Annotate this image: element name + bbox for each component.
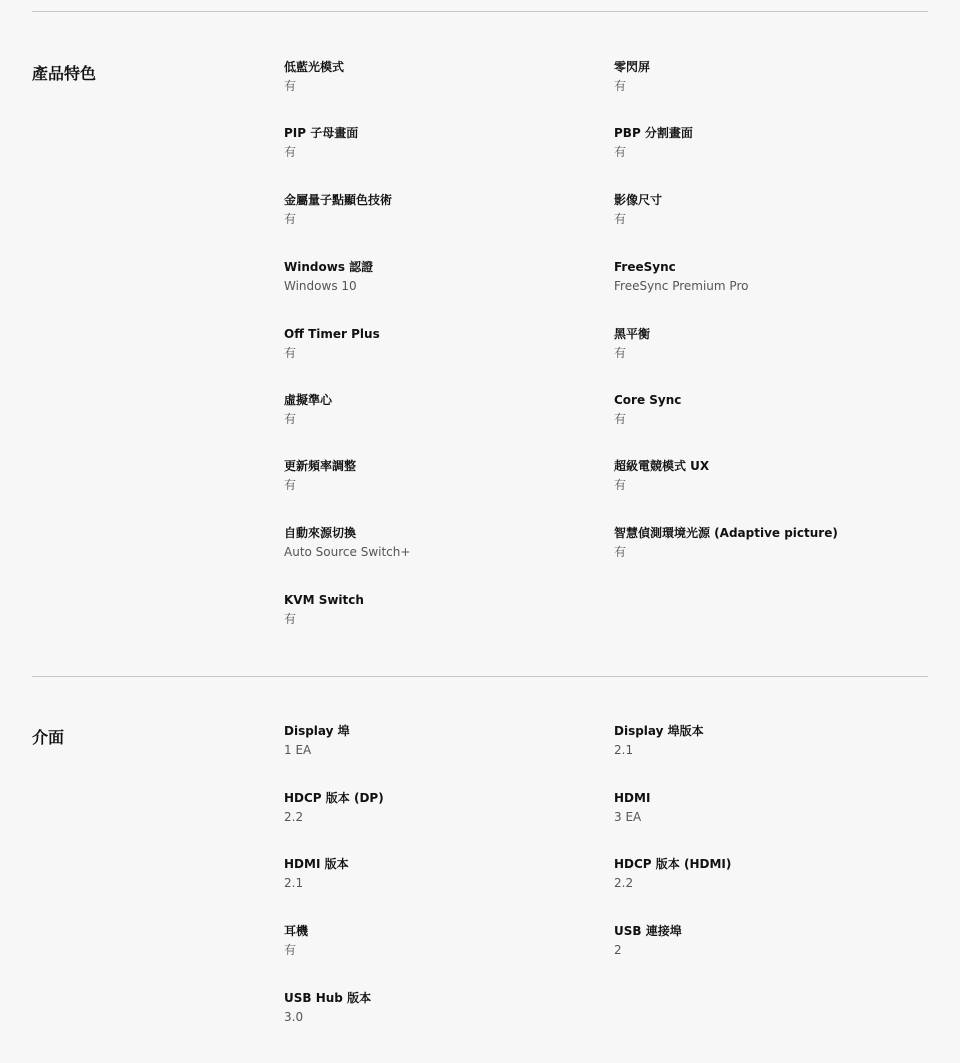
spec-value: 2.1 — [614, 743, 634, 757]
spec-label: 更新頻率調整 — [284, 459, 357, 473]
spec-item — [284, 856, 604, 892]
spec-label: HDMI — [614, 791, 651, 805]
spec-label: USB 連接埠 — [614, 924, 682, 938]
spec-label: 超級電競模式 UX — [614, 459, 710, 473]
spec-label: 自動來源切換 — [284, 526, 357, 540]
spec-label: HDCP 版本 (HDMI) — [614, 857, 732, 871]
spec-value: Auto Source Switch+ — [284, 545, 411, 559]
spec-label: Display 埠 — [284, 724, 350, 738]
spec-value: 有 — [284, 943, 297, 957]
spec-item — [284, 458, 604, 494]
section-title-interface: 介面 — [32, 728, 65, 747]
spec-value: 有 — [614, 346, 627, 360]
spec-label: PBP 分割畫面 — [614, 126, 693, 140]
spec-item — [614, 192, 934, 228]
spec-value: 有 — [614, 478, 627, 492]
spec-item — [284, 392, 604, 428]
spec-value: 有 — [284, 612, 297, 626]
spec-value: 有 — [284, 212, 297, 226]
spec-value: 2.1 — [284, 876, 304, 890]
section-divider — [32, 676, 928, 677]
spec-item — [284, 59, 604, 95]
spec-label: 智慧偵測環境光源 (Adaptive picture) — [614, 526, 838, 540]
spec-label: Off Timer Plus — [284, 327, 380, 341]
spec-item — [284, 990, 604, 1026]
spec-label: PIP 子母畫面 — [284, 126, 359, 140]
spec-item — [614, 458, 934, 494]
spec-label: Windows 認證 — [284, 260, 374, 274]
spec-label: USB Hub 版本 — [284, 991, 372, 1005]
spec-value: 有 — [614, 145, 627, 159]
spec-item — [614, 125, 934, 161]
spec-label: HDMI 版本 — [284, 857, 349, 871]
spec-item — [614, 923, 934, 959]
spec-item — [284, 923, 604, 959]
spec-value: FreeSync Premium Pro — [614, 279, 749, 293]
spec-value: 有 — [614, 79, 627, 93]
spec-label: 影像尺寸 — [614, 193, 663, 207]
spec-value: 1 EA — [284, 743, 312, 757]
spec-value: 2.2 — [284, 810, 304, 824]
spec-value: 3.0 — [284, 1010, 304, 1024]
spec-label: 虛擬準心 — [284, 393, 333, 407]
spec-item — [614, 59, 934, 95]
spec-label: KVM Switch — [284, 593, 364, 607]
section-title-features: 產品特色 — [32, 64, 97, 83]
spec-item — [284, 790, 604, 826]
spec-value: 有 — [614, 212, 627, 226]
spec-item — [614, 326, 934, 362]
spec-label: HDCP 版本 (DP) — [284, 791, 384, 805]
spec-value: 有 — [284, 412, 297, 426]
spec-item — [614, 525, 934, 561]
spec-value: 有 — [284, 346, 297, 360]
spec-label: FreeSync — [614, 260, 676, 274]
spec-label: 耳機 — [284, 924, 309, 938]
spec-item — [284, 192, 604, 228]
spec-value: 有 — [284, 79, 297, 93]
spec-label: 零閃屏 — [614, 60, 651, 74]
spec-value: 有 — [284, 478, 297, 492]
top-divider — [32, 11, 928, 12]
spec-item — [284, 259, 604, 295]
spec-value: 2.2 — [614, 876, 634, 890]
spec-label: 黑平衡 — [614, 327, 651, 341]
spec-value: 3 EA — [614, 810, 642, 824]
spec-label: 金屬量子點顯色技術 — [284, 193, 393, 207]
spec-item — [614, 259, 934, 295]
spec-value: 有 — [284, 145, 297, 159]
spec-item — [284, 125, 604, 161]
spec-value: 有 — [614, 545, 627, 559]
spec-item — [614, 856, 934, 892]
spec-item — [284, 592, 604, 628]
spec-label: 低藍光模式 — [284, 60, 345, 74]
spec-item — [614, 723, 934, 759]
spec-label: Display 埠版本 — [614, 724, 704, 738]
spec-item — [284, 723, 604, 759]
spec-value: Windows 10 — [284, 279, 357, 293]
spec-value: 2 — [614, 943, 622, 957]
spec-item — [614, 392, 934, 428]
spec-item — [284, 326, 604, 362]
spec-label: Core Sync — [614, 393, 682, 407]
spec-item — [614, 790, 934, 826]
spec-item — [284, 525, 604, 561]
spec-value: 有 — [614, 412, 627, 426]
